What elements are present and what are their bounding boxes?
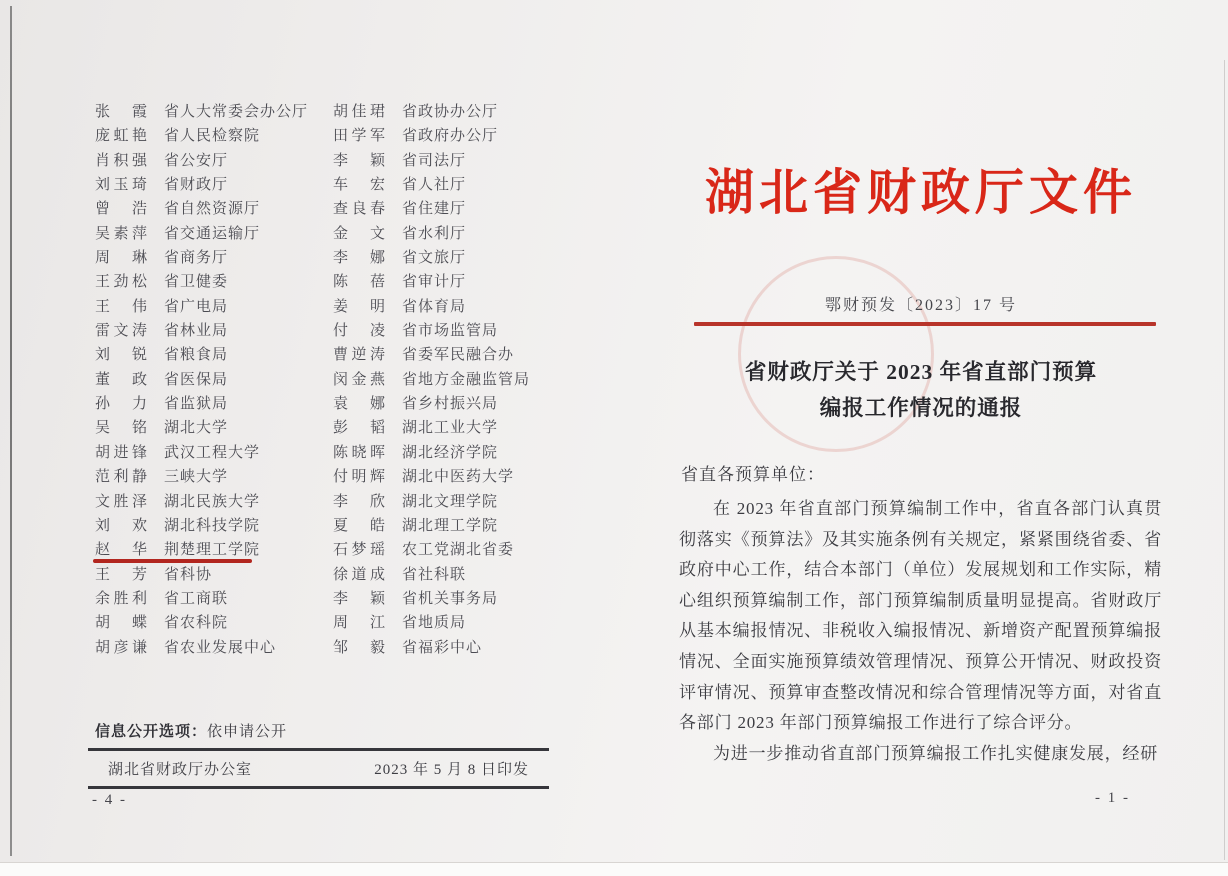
- document-body: [679, 494, 1162, 769]
- person-name: 周 琳: [95, 250, 147, 267]
- roster-row: [95, 368, 308, 392]
- person-name: 孙 力: [95, 396, 147, 413]
- person-organization: 省人民检察院: [164, 128, 261, 145]
- person-name: 刘 锐: [95, 347, 147, 364]
- red-divider-line: [694, 322, 1156, 326]
- roster-row: [333, 563, 530, 587]
- roster-row: [333, 270, 530, 294]
- person-name: 胡进锋: [95, 444, 147, 461]
- document-title-line1: 省财政厅关于 2023 年省直部门预算: [744, 360, 1098, 384]
- roster-row: [333, 246, 530, 270]
- roster-column-2: [333, 100, 530, 660]
- roster-row: [333, 149, 530, 173]
- person-name: 夏 皓: [333, 517, 385, 534]
- person-name: 付 凌: [333, 323, 385, 340]
- person-organization: 省林业局: [164, 323, 229, 340]
- person-name: 田学军: [333, 128, 385, 145]
- person-name: 李 颖: [333, 152, 385, 169]
- roster-row: [95, 514, 308, 538]
- roster-row: [333, 319, 530, 343]
- person-organization: 湖北民族大学: [164, 493, 261, 510]
- person-name: 曾 浩: [95, 201, 147, 218]
- page-number-right: - 1 -: [1095, 790, 1130, 806]
- roster-row: [95, 246, 308, 270]
- document-number: 鄂财预发〔2023〕17 号: [824, 297, 1017, 314]
- roster-row: [95, 149, 308, 173]
- roster-row: [95, 124, 308, 148]
- roster-row: [95, 173, 308, 197]
- person-name: 石梦瑶: [333, 542, 385, 559]
- roster-row: [333, 416, 530, 440]
- person-organization: 荆楚理工学院: [164, 542, 261, 559]
- person-organization: 省农科院: [164, 615, 229, 632]
- person-name: 赵 华: [95, 542, 147, 559]
- person-organization: 省机关事务局: [402, 590, 499, 607]
- person-organization: 省监狱局: [164, 396, 229, 413]
- document-page-right: [678, 150, 1164, 830]
- roster-row: [95, 416, 308, 440]
- person-name: 王劲松: [95, 274, 147, 291]
- person-name: 查良春: [333, 201, 385, 218]
- person-organization: 省福彩中心: [402, 639, 483, 656]
- person-organization: 省医保局: [164, 371, 229, 388]
- person-organization: 省地质局: [402, 615, 467, 632]
- person-name: 余胜利: [95, 590, 147, 607]
- person-name: 曹逆涛: [333, 347, 385, 364]
- document-title: [678, 354, 1164, 426]
- person-name: 徐道成: [333, 566, 385, 583]
- person-name: 车 宏: [333, 177, 385, 194]
- person-organization: 省科协: [164, 566, 213, 583]
- document-page-left: [88, 100, 558, 812]
- person-organization: 省粮食局: [164, 347, 229, 364]
- photo-right-edge-line: [1224, 60, 1225, 860]
- person-name: 庞虹艳: [95, 128, 147, 145]
- person-organization: 省交通运输厅: [164, 225, 261, 242]
- person-name: 彭 韬: [333, 420, 385, 437]
- roster-row: [333, 587, 530, 611]
- person-organization: 省商务厅: [164, 250, 229, 267]
- person-organization: 湖北大学: [164, 420, 229, 437]
- footer-divider-bottom: [88, 786, 549, 789]
- person-name: 陈晓晖: [333, 444, 385, 461]
- person-name: 李 颖: [333, 590, 385, 607]
- signatory-roster: [88, 100, 558, 662]
- person-name: 付明辉: [333, 469, 385, 486]
- letterhead-title: 湖北省财政厅文件: [704, 165, 1137, 220]
- roster-row: [95, 538, 308, 562]
- person-name: 王 伟: [95, 298, 147, 315]
- person-name: 胡 蝶: [95, 615, 147, 632]
- roster-row: [95, 270, 308, 294]
- person-name: 陈 蓓: [333, 274, 385, 291]
- roster-row: [95, 587, 308, 611]
- roster-row: [333, 222, 530, 246]
- roster-row: [95, 222, 308, 246]
- disclosure-label: 信息公开选项：: [95, 724, 208, 740]
- person-organization: 省人社厅: [402, 177, 467, 194]
- photo-bottom-band: [0, 862, 1228, 876]
- person-name: 吴 铭: [95, 420, 147, 437]
- person-organization: 省广电局: [164, 298, 229, 315]
- photo-left-edge-line: [10, 6, 12, 856]
- roster-row: [333, 611, 530, 635]
- person-name: 雷文涛: [95, 323, 147, 340]
- roster-row: [333, 173, 530, 197]
- person-organization: 省体育局: [402, 298, 467, 315]
- issuing-office: 湖北省财政厅办公室: [108, 762, 253, 778]
- roster-row: [95, 465, 308, 489]
- roster-row: [333, 465, 530, 489]
- person-name: 范利静: [95, 469, 147, 486]
- person-name: 肖积强: [95, 152, 147, 169]
- roster-row: [95, 343, 308, 367]
- roster-row: [333, 100, 530, 124]
- person-organization: 省人大常委会办公厅: [164, 104, 309, 120]
- person-organization: 省乡村振兴局: [402, 396, 499, 413]
- body-paragraph: 在 2023 年省直部门预算编制工作中，省直各部门认真贯彻落实《预算法》及其实施条例有关规定，紧紧围绕省委、省政府中心工作，结合本部门（单位）发展规划和工作实际，精心组织预算编制工作，部门预算编制质量明显提高。省财政厅从基本编报情况、非税收入编报情况、新增资产配置预算编报情况、全面实施预算绩效管理情况、预算公开情况、财政投资评审情况、预算审查整改情况和综合管理情况等方面，对省直各部门 2023 年部门预算编报工作进行了综合评分。: [679, 499, 1162, 733]
- person-organization: 武汉工程大学: [164, 444, 261, 461]
- person-organization: 省农业发展中心: [164, 639, 277, 656]
- roster-row: [333, 343, 530, 367]
- person-organization: 省财政厅: [164, 177, 229, 194]
- person-name: 胡佳珺: [333, 104, 385, 120]
- person-organization: 三峡大学: [164, 469, 229, 486]
- person-organization: 省卫健委: [164, 274, 229, 291]
- roster-row: [333, 514, 530, 538]
- person-organization: 省市场监管局: [402, 323, 499, 340]
- roster-row: [333, 392, 530, 416]
- roster-row: [333, 197, 530, 221]
- document-title-line2: 编报工作情况的通报: [819, 396, 1023, 420]
- person-organization: 湖北理工学院: [402, 517, 499, 534]
- roster-row: [333, 124, 530, 148]
- person-name: 姜 明: [333, 298, 385, 315]
- person-organization: 湖北中医药大学: [402, 469, 515, 486]
- person-name: 张 霞: [95, 104, 147, 120]
- person-organization: 省水利厅: [402, 225, 467, 242]
- person-name: 胡彦谦: [95, 639, 147, 656]
- footer-divider-top: [88, 748, 549, 751]
- person-name: 李 欣: [333, 493, 385, 510]
- person-organization: 省文旅厅: [402, 250, 467, 267]
- person-organization: 湖北文理学院: [402, 493, 499, 510]
- person-organization: 省地方金融监管局: [402, 371, 531, 388]
- person-name: 金 文: [333, 225, 385, 242]
- salutation: 省直各预算单位：: [681, 465, 825, 484]
- person-name: 吴素萍: [95, 225, 147, 242]
- person-organization: 农工党湖北省委: [402, 542, 515, 559]
- roster-row: [333, 636, 530, 660]
- person-organization: 省工商联: [164, 590, 229, 607]
- person-name: 王 芳: [95, 566, 147, 583]
- roster-row: [95, 441, 308, 465]
- roster-row: [95, 636, 308, 660]
- roster-row: [95, 611, 308, 635]
- roster-row: [333, 368, 530, 392]
- roster-row: [95, 319, 308, 343]
- person-organization: 省政府办公厅: [402, 128, 499, 145]
- roster-row: [95, 295, 308, 319]
- person-name: 闵金燕: [333, 371, 385, 388]
- roster-row: [95, 197, 308, 221]
- person-organization: 湖北科技学院: [164, 517, 261, 534]
- person-name: 刘 欢: [95, 517, 147, 534]
- issuer-row: [88, 756, 549, 784]
- person-organization: 省审计厅: [402, 274, 467, 291]
- roster-row: [95, 100, 308, 124]
- person-organization: 省委军民融合办: [402, 347, 515, 364]
- roster-row: [333, 538, 530, 562]
- body-paragraph: 为进一步推动省直部门预算编报工作扎实健康发展，经研: [713, 743, 1158, 763]
- person-organization: 省住建厅: [402, 201, 467, 218]
- person-organization: 省自然资源厅: [164, 201, 261, 218]
- roster-row: [95, 392, 308, 416]
- person-organization: 省公安厅: [164, 152, 229, 169]
- person-name: 邹 毅: [333, 639, 385, 656]
- person-name: 文胜泽: [95, 493, 147, 510]
- disclosure-line: [95, 720, 287, 741]
- person-name: 周 江: [333, 615, 385, 632]
- person-name: 刘玉琦: [95, 177, 147, 194]
- page-number-left: - 4 -: [92, 792, 127, 808]
- person-name: 袁 娜: [333, 396, 385, 413]
- person-name: 李 娜: [333, 250, 385, 267]
- roster-row: [95, 490, 308, 514]
- person-organization: 省司法厅: [402, 152, 467, 169]
- roster-column-1: [95, 100, 308, 660]
- person-organization: 湖北工业大学: [402, 420, 499, 437]
- person-organization: 湖北经济学院: [402, 444, 499, 461]
- person-name: 董 政: [95, 371, 147, 388]
- roster-row: [333, 295, 530, 319]
- roster-row: [333, 441, 530, 465]
- roster-row: [95, 563, 308, 587]
- print-date: 2023 年 5 月 8 日印发: [374, 762, 529, 778]
- person-organization: 省社科联: [402, 566, 467, 583]
- roster-row: [333, 490, 530, 514]
- person-organization: 省政协办公厅: [402, 104, 499, 120]
- disclosure-value: 依申请公开: [207, 724, 288, 740]
